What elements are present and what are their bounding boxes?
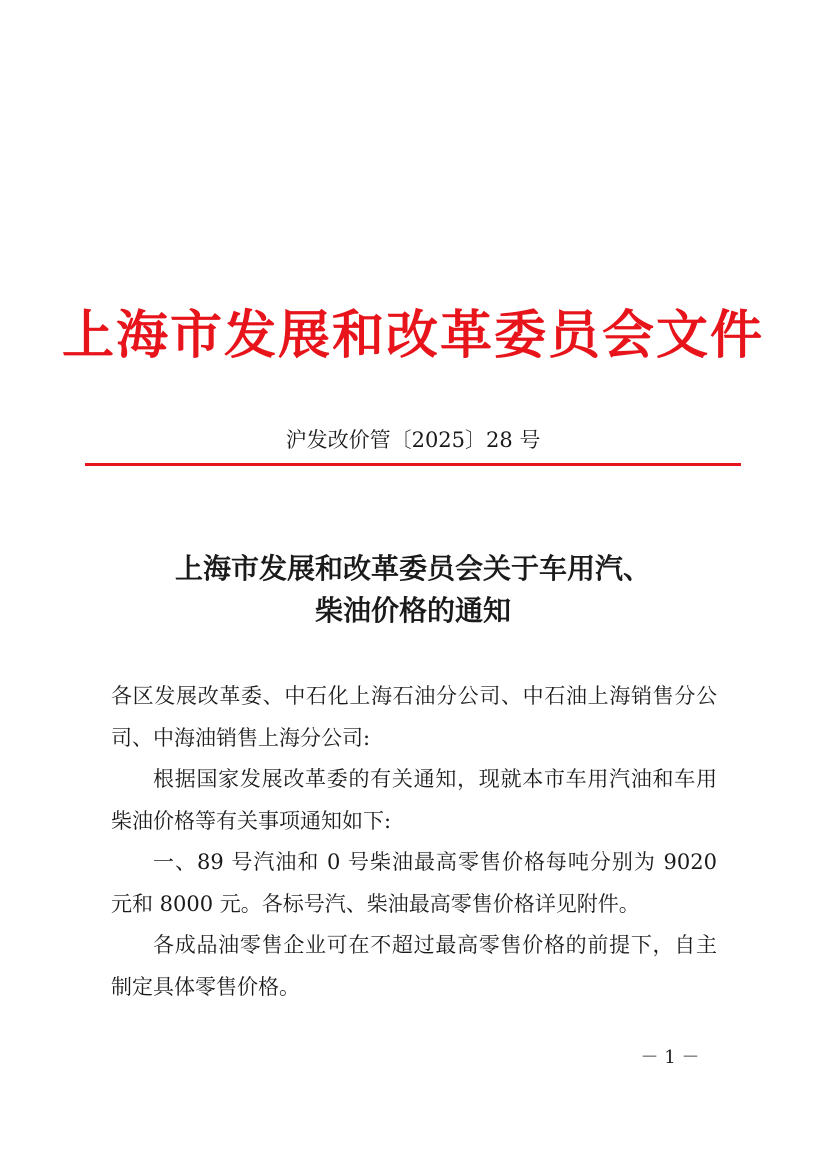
addressees-paragraph: 各区发展改革委、中石化上海石油分公司、中石油上海销售分公司、中海油销售上海分公司: [111,684,717,750]
notice-title-line-2: 柴油价格的通知 [314,594,511,627]
red-separator-line [85,463,741,466]
document-number: 沪发改价管〔2025〕28 号 [285,428,541,452]
body-paragraph-1: 根据国家发展改革委的有关通知，现就本市车用汽油和车用柴油价格等有关事项通知如下: [111,767,717,833]
issuing-organization-header: 上海市发展和改革委员会文件 [61,305,764,366]
notice-body [111,676,717,1008]
body-paragraph-2: 一、89 号汽油和 0 号柴油最高零售价格每吨分别为 9020 元和 8000 元。各标号汽、柴油最高零售价格详见附件。 [111,850,717,916]
body-paragraph-3: 各成品油零售企业可在不超过最高零售价格的前提下，自主制定具体零售价格。 [111,933,717,999]
page-number: － 1 － [640,1047,700,1068]
notice-title-line-1: 上海市发展和改革委员会关于车用汽、 [174,552,651,585]
notice-title [0,548,826,632]
